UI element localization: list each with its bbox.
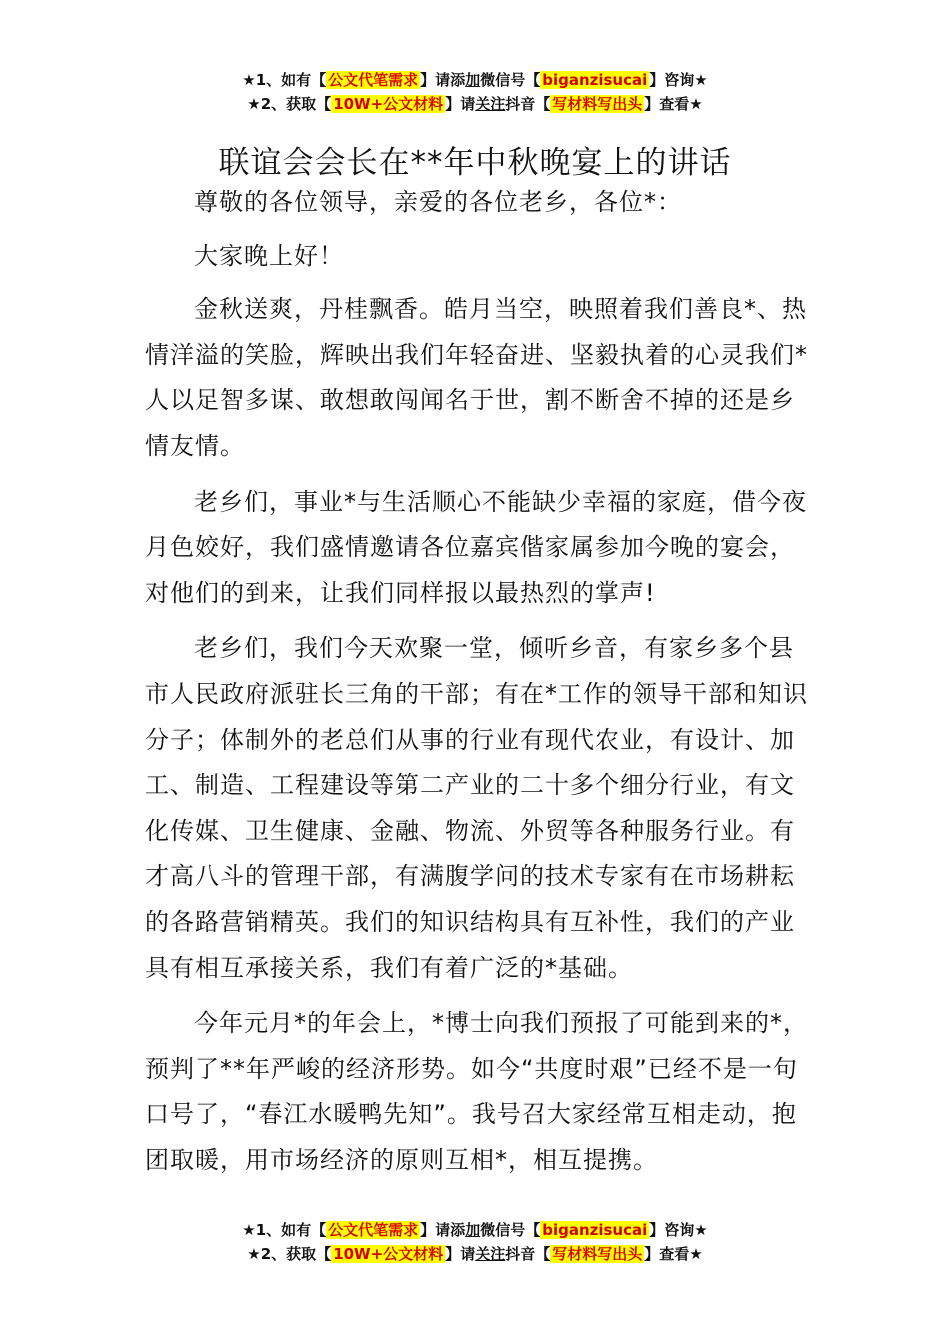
banner-text: 】查看★	[644, 1245, 703, 1263]
footer-banner	[0, 1218, 950, 1266]
banner-underline: 加	[465, 71, 481, 89]
paragraph: 金秋送爽，丹桂飘香。皓月当空，映照着我们善良*、热情洋溢的笑脸，辉映出我们年轻奋进、坚毅执着的心灵我们*人以足智多谋、敢想敢闯闻名于世，割不断舍不掉的还是乡情友情。	[145, 295, 808, 460]
banner-text: 微信号【	[480, 71, 541, 89]
highlight-service: 公文代笔需求	[328, 71, 419, 89]
banner-text: 抖音【	[505, 95, 551, 113]
banner-underline: 加	[465, 1221, 481, 1239]
banner-text: 】请	[445, 1245, 476, 1263]
paragraph-greeting: 大家晚上好！	[194, 241, 344, 270]
banner-line-2	[0, 92, 950, 116]
paragraph: 老乡们，事业*与生活顺心不能缺少幸福的家庭，借今夜月色姣好，我们盛情邀请各位嘉宾偕家属参加今晚的宴会，对他们的到来，让我们同样报以最热烈的掌声!	[145, 487, 807, 607]
banner-text: 】请添	[420, 71, 466, 89]
highlight-wechat-id: biganzisucai	[542, 71, 648, 89]
banner-text: 】咨询★	[649, 1221, 708, 1239]
banner-text: ★1、如有【	[242, 1221, 327, 1239]
highlight-materials: 10W+公文材料	[333, 1245, 444, 1263]
highlight-wechat-id: biganzisucai	[542, 1221, 648, 1239]
banner-text: ★2、获取【	[247, 95, 332, 113]
banner-text: 】查看★	[644, 95, 703, 113]
banner-text: 微信号【	[480, 1221, 541, 1239]
banner-text: 】请	[445, 95, 476, 113]
header-banner	[0, 68, 950, 116]
banner-underline: 关注	[475, 1245, 506, 1263]
banner-line-2	[0, 1242, 950, 1266]
banner-text: 】咨询★	[649, 71, 708, 89]
banner-text: 】请添	[420, 1221, 466, 1239]
banner-underline: 关注	[475, 95, 506, 113]
paragraph: 今年元月*的年会上，*博士向我们预报了可能到来的*，预判了**年严峻的经济形势。如今“共度时艰”已经不是一句口号了，“春江水暖鸭先知”。我号召大家经常互相走动，抱团取暖，用市场经济的原则互相*，相互提携。	[145, 1009, 808, 1174]
document-title: 联谊会会长在**年中秋晚宴上的讲话	[218, 144, 732, 181]
paragraph-salutation: 尊敬的各位领导，亲爱的各位老乡，各位*：	[194, 188, 682, 216]
banner-text: ★1、如有【	[242, 71, 327, 89]
highlight-service: 公文代笔需求	[328, 1221, 419, 1239]
banner-line-1	[0, 1218, 950, 1242]
highlight-materials: 10W+公文材料	[333, 95, 444, 113]
highlight-douyin-id: 写材料写出头	[552, 1245, 643, 1263]
paragraph: 老乡们，我们今天欢聚一堂，倾听乡音，有家乡多个县市人民政府派驻长三角的干部；有在*工作的领导干部和知识分子；体制外的老总们从事的行业有现代农业，有设计、加工、制造、工程建设等第二产业的二十多个细分行业，有文化传媒、卫生健康、金融、物流、外贸等各种服务行业。有才高八斗的管理干部，有满腹学问的技术专家有在市场耕耘的各路营销精英。我们的知识结构具有互补性，我们的产业具有相互承接关系，我们有着广泛的*基础。	[145, 634, 808, 982]
banner-line-1	[0, 68, 950, 92]
highlight-douyin-id: 写材料写出头	[552, 95, 643, 113]
document-body	[145, 180, 813, 1183]
banner-text: ★2、获取【	[247, 1245, 332, 1263]
banner-text: 抖音【	[505, 1245, 551, 1263]
